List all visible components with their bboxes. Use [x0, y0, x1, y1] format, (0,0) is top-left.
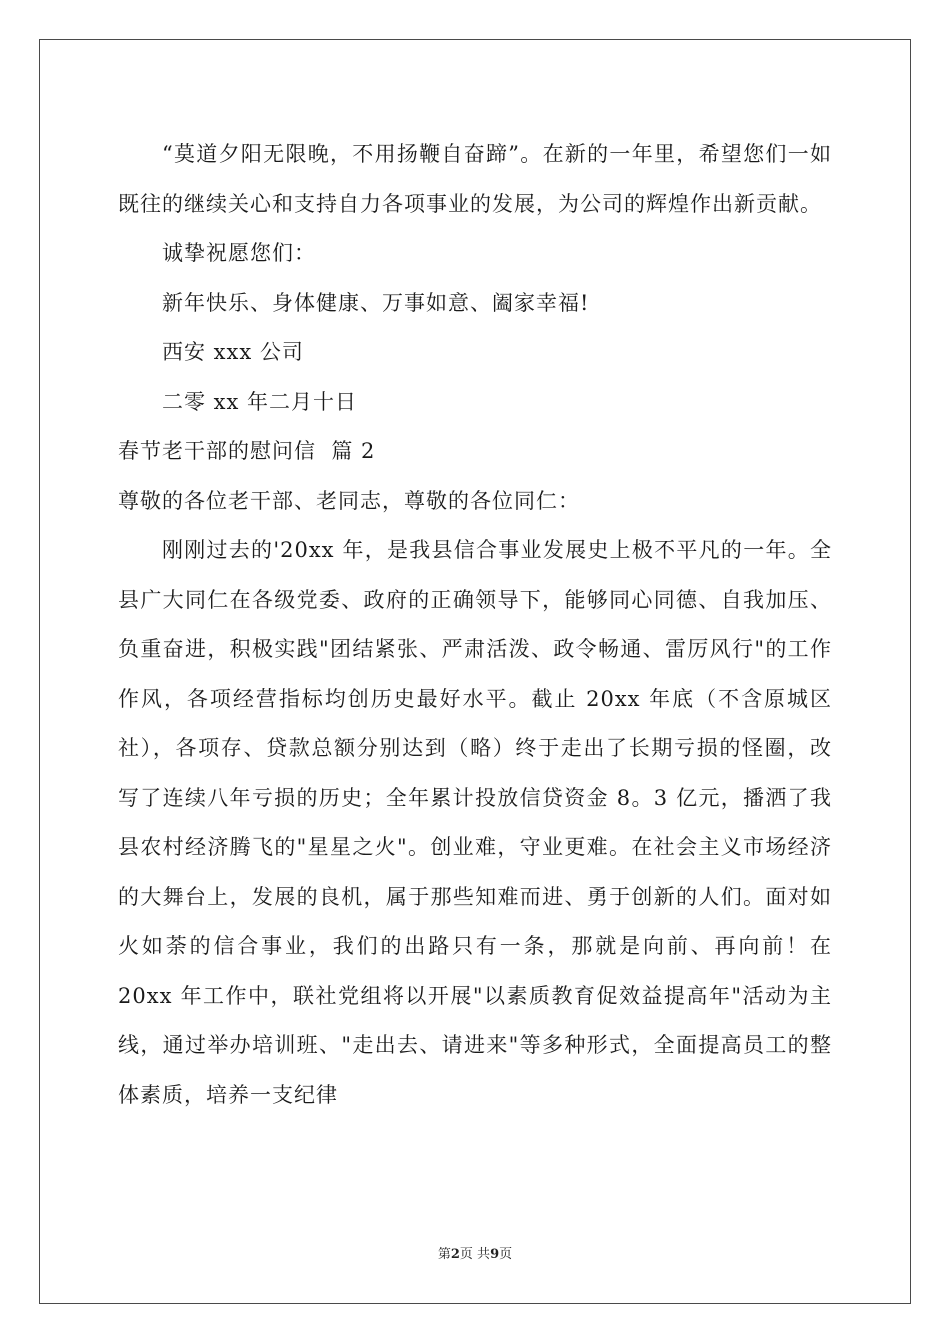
section-title: 春节老干部的慰问信 篇 2	[118, 439, 376, 463]
document-body	[118, 130, 840, 1120]
page-footer	[0, 1243, 950, 1262]
footer-total-pages: 9	[490, 1247, 500, 1262]
paragraph-wishes: 新年快乐、身体健康、万事如意、阖家幸福!	[162, 290, 590, 315]
signature-company: 西安 xxx 公司	[162, 340, 304, 364]
paragraph-wishes-intro: 诚挚祝愿您们：	[162, 241, 316, 265]
footer-page-prefix: 第	[437, 1247, 451, 1262]
signature-date: 二零 xx 年二月十日	[162, 389, 358, 414]
paragraph-closing-quote: “莫道夕阳无限晚，不用扬鞭自奋蹄”。在新的一年里，希望您们一如既往的继续关心和支持自力各项事业的发展，为公司的辉煌作出新贡献。	[118, 142, 832, 216]
salutation: 尊敬的各位老干部、老同志，尊敬的各位同仁：	[118, 488, 580, 513]
footer-page-number: 2	[450, 1247, 460, 1262]
footer-page-suffix: 页	[499, 1247, 513, 1262]
paragraph-body: 刚刚过去的'20xx 年，是我县信合事业发展史上极不平凡的一年。全县广大同仁在各级党委、政府的正确领导下，能够同心同德、自我加压、负重奋进，积极实践"团结紧张、严肃活泼、政令畅通、雷厉风行"的工作作风，各项经营指标均创历史最好水平。截止 20xx 年底（不含原城区社），各项存、贷款总额分别达到（略）终于走出了长期亏损的怪圈，改写了连续八年亏损的历史；全年累计投放信贷资金 8。3 亿元，播洒了我县农村经济腾飞的"星星之火"。创业难，守业更难。在社会主义市场经济的大舞台上，发展的良机，属于那些知难而进、勇于创新的人们。面对如火如荼的信合事业，我们的出路只有一条，那就是向前、再向前！在 20xx 年工作中，联社党组将以开展"以素质教育促效益提高年"活动为主线，通过举办培训班、"走出去、请进来"等多种形式，全面提高员工的整体素质，培养一支纪律	[118, 538, 840, 1107]
footer-page-mid: 页 共	[459, 1247, 491, 1262]
